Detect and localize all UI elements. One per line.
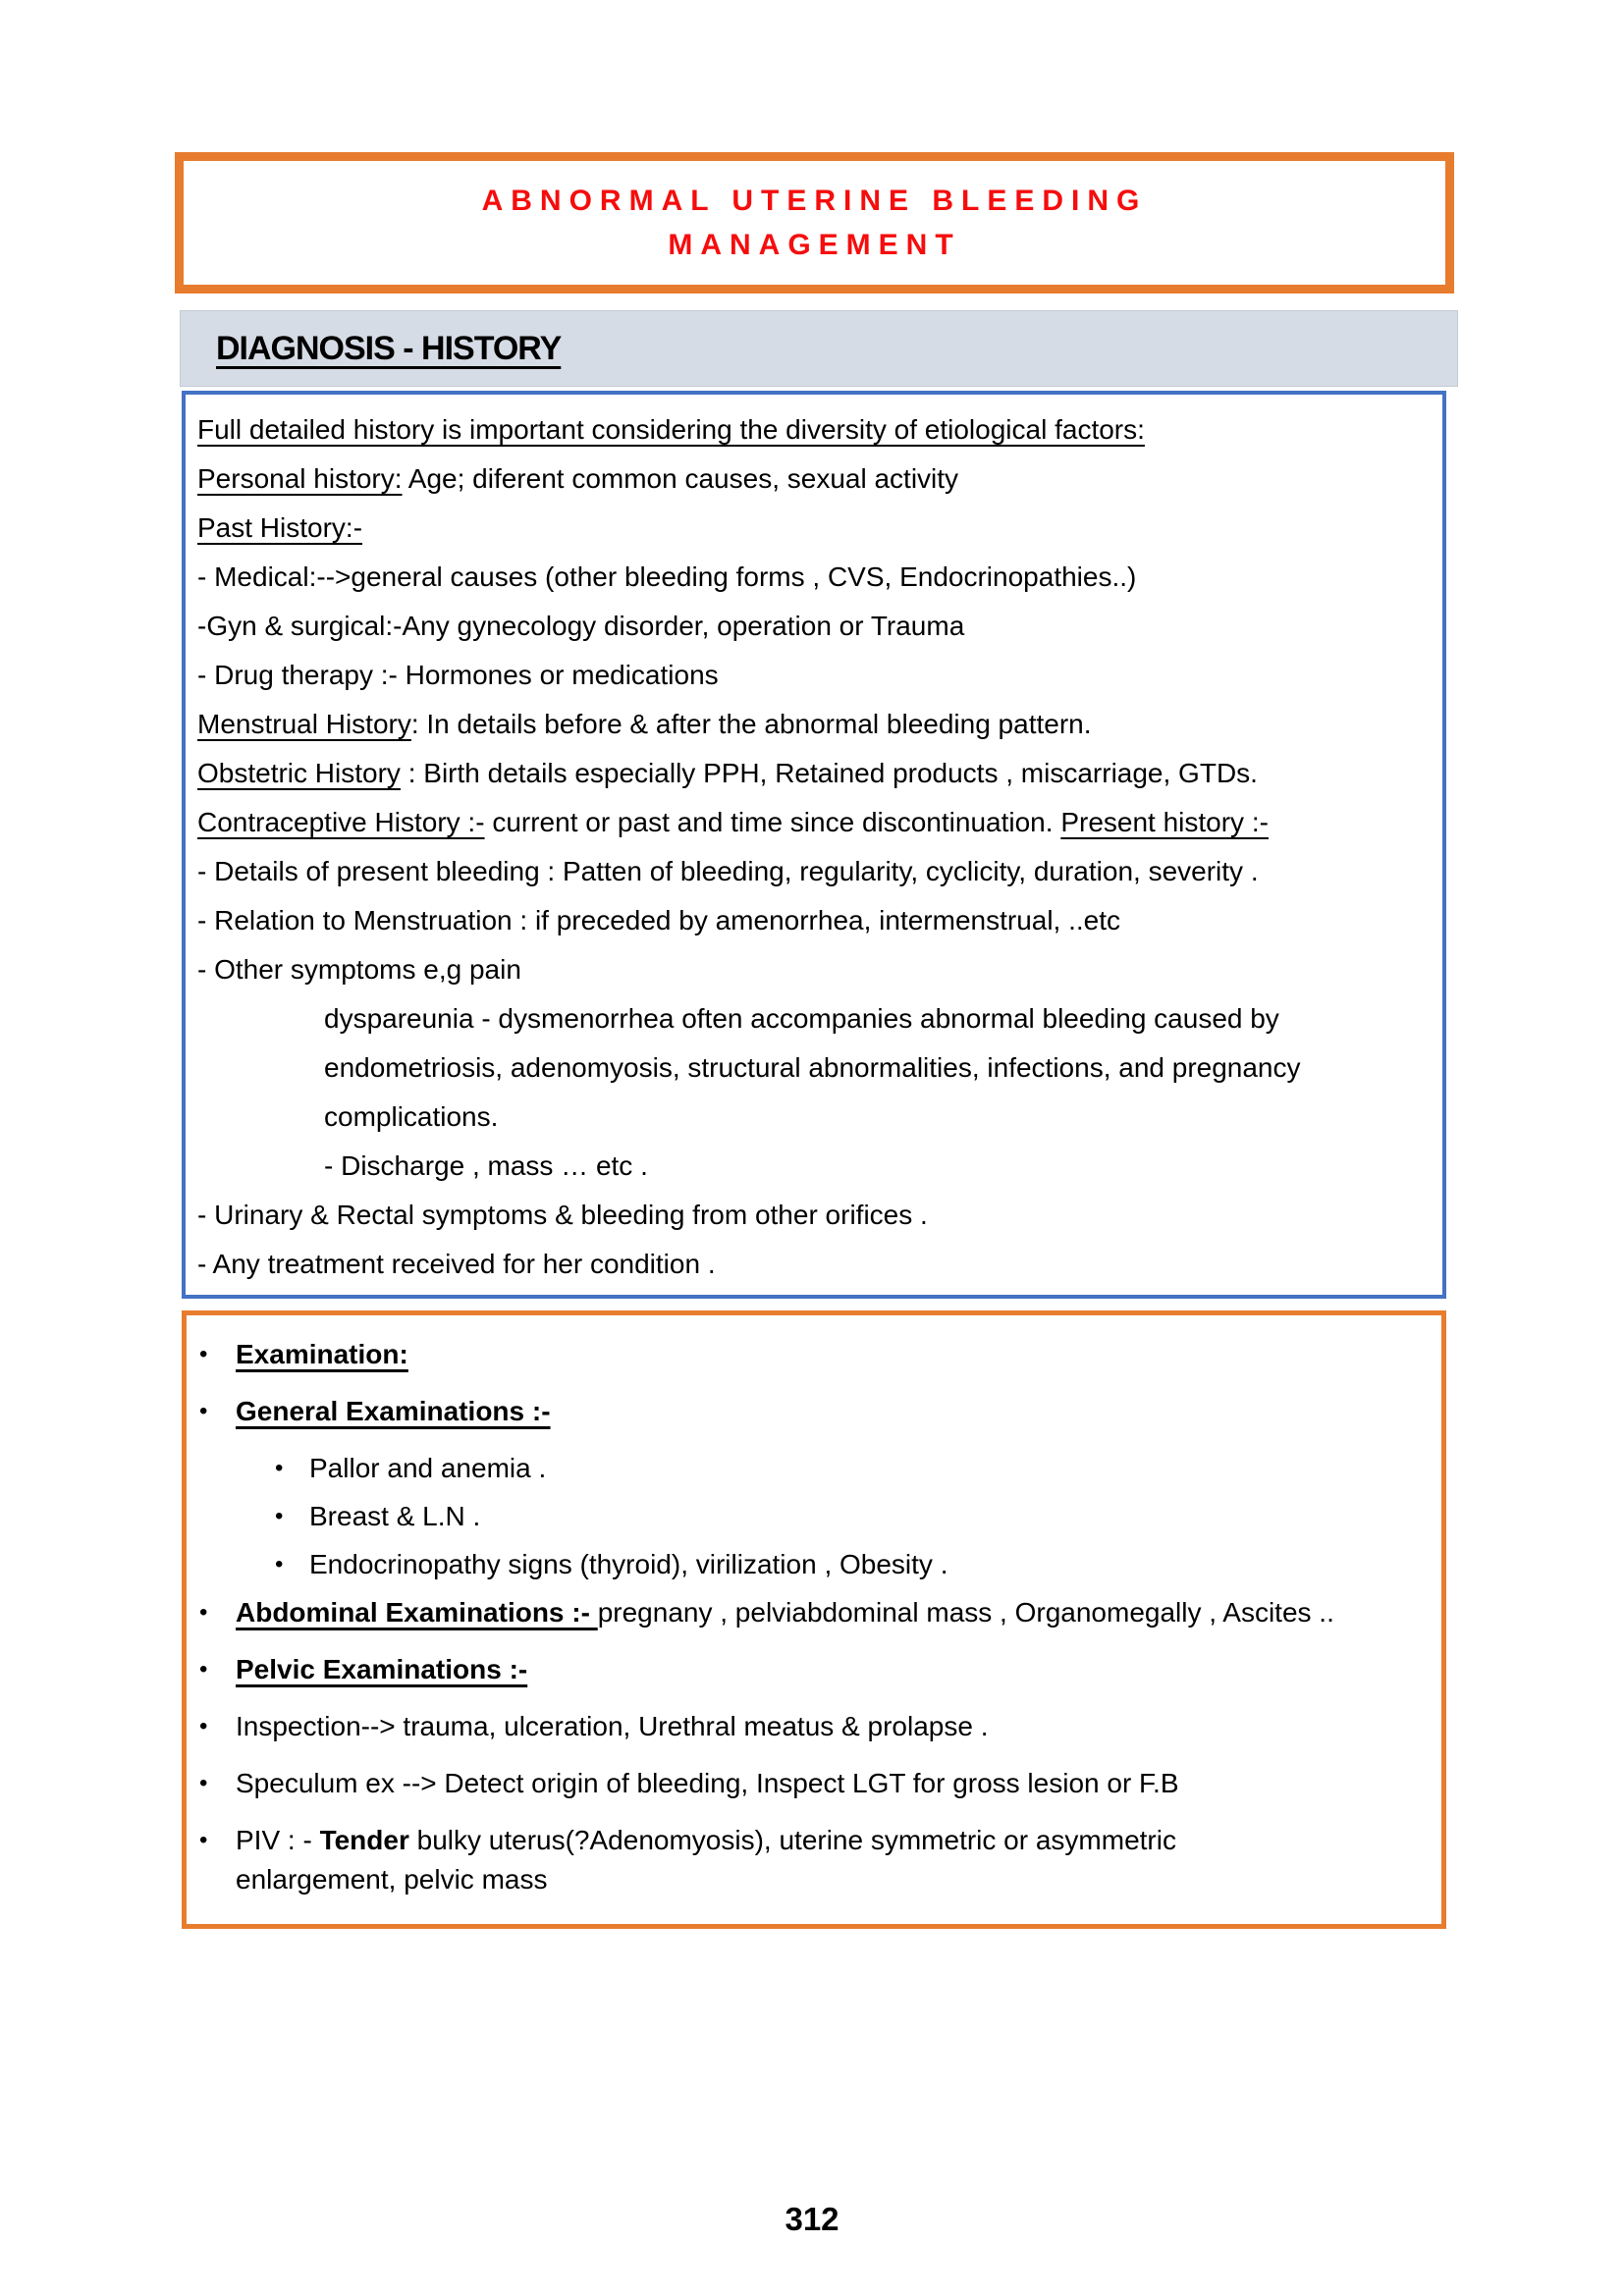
- exam-item: [199, 1821, 1424, 1899]
- history-line: [197, 847, 1427, 896]
- bullet-icon: •: [199, 1656, 208, 1682]
- text-segment: Full detailed history is important considering the diversity of etiological factors:: [197, 414, 1145, 445]
- text-segment: endometriosis, adenomyosis, structural abnormalities, infections, and pregnancy: [324, 1052, 1301, 1083]
- exam-item-text: [236, 1707, 988, 1746]
- history-line: [197, 798, 1427, 847]
- text-segment: Abdominal Examinations :-: [236, 1597, 598, 1628]
- text-segment: Inspection--> trauma, ulceration, Urethral meatus & prolapse .: [236, 1711, 989, 1741]
- exam-item: [199, 1545, 1424, 1584]
- history-line: [197, 1043, 1427, 1093]
- text-segment: - Details of present bleeding : Patten of bleeding, regularity, cyclicity, duration, severity .: [197, 856, 1259, 886]
- text-segment: dyspareunia - dysmenorrhea often accompanies abnormal bleeding caused by: [324, 1003, 1279, 1034]
- text-segment: - Urinary & Rectal symptoms & bleeding from other orifices .: [197, 1200, 928, 1230]
- exam-item-text: [236, 1764, 1179, 1803]
- text-segment: - Discharge , mass … etc .: [324, 1150, 648, 1181]
- bullet-icon: •: [275, 1551, 284, 1577]
- history-line: [197, 651, 1427, 700]
- text-segment: current or past and time since discontinuation.: [484, 807, 1061, 837]
- bullet-icon: •: [199, 1599, 208, 1626]
- history-line: [197, 1191, 1427, 1240]
- document-title-line1: ABNORMAL UTERINE BLEEDING: [481, 185, 1148, 217]
- history-line: [197, 896, 1427, 945]
- text-segment: Pelvic Examinations :-: [236, 1654, 528, 1684]
- exam-item: [199, 1650, 1424, 1689]
- text-segment: - Other symptoms e,g pain: [197, 954, 521, 985]
- text-segment: : In details before & after the abnormal bleeding pattern.: [410, 709, 1092, 739]
- text-segment: Personal history:: [197, 463, 403, 494]
- exam-item-continuation: enlargement, pelvic mass: [236, 1864, 548, 1895]
- text-segment: Endocrinopathy signs (thyroid), virilization , Obesity .: [309, 1549, 948, 1579]
- exam-item: [199, 1335, 1424, 1374]
- text-segment: bulky uterus(?Adenomyosis), uterine symmetric or asymmetric: [408, 1825, 1176, 1855]
- text-segment: Breast & L.N .: [309, 1501, 481, 1531]
- text-segment: complications.: [324, 1101, 499, 1132]
- text-segment: -Gyn & surgical:-Any gynecology disorder, operation or Trauma: [197, 611, 965, 641]
- exam-item-text: [236, 1593, 1334, 1632]
- history-line: [197, 553, 1427, 602]
- bullet-icon: •: [199, 1770, 208, 1796]
- exam-box: [182, 1310, 1446, 1929]
- exam-item: [199, 1497, 1424, 1536]
- page-number: 312: [785, 2201, 839, 2237]
- history-line: [197, 945, 1427, 994]
- bullet-icon: •: [275, 1455, 284, 1481]
- text-segment: - Drug therapy :- Hormones or medications: [197, 660, 719, 690]
- exam-item: [199, 1392, 1424, 1431]
- text-segment: PIV : -: [236, 1825, 320, 1855]
- exam-item-text: [236, 1335, 408, 1374]
- exam-item: [199, 1764, 1424, 1803]
- exam-item: [199, 1449, 1424, 1488]
- history-line: [197, 749, 1427, 798]
- text-segment: Menstrual History: [197, 709, 411, 739]
- text-segment: Age; diferent common causes, sexual activity: [402, 463, 959, 494]
- bullet-icon: •: [199, 1713, 208, 1739]
- text-segment: pregnany , pelviabdominal mass , Organomegally , Ascites ..: [597, 1597, 1334, 1628]
- exam-item-text: [236, 1821, 1176, 1899]
- text-segment: - Relation to Menstruation : if preceded by amenorrhea, intermenstrual, ..etc: [197, 905, 1121, 935]
- exam-item-text: [236, 1650, 527, 1689]
- text-segment: - Medical:-->general causes (other bleeding forms , CVS, Endocrinopathies..): [197, 561, 1137, 592]
- text-segment: Past History:-: [197, 512, 363, 543]
- history-line: [197, 602, 1427, 651]
- exam-item: [199, 1593, 1424, 1632]
- text-segment: Present history :-: [1060, 807, 1269, 837]
- bullet-icon: •: [199, 1341, 208, 1367]
- history-line: [197, 1093, 1427, 1142]
- history-line: [197, 454, 1427, 504]
- text-segment: Speculum ex --> Detect origin of bleeding, Inspect LGT for gross lesion or F.B: [236, 1768, 1179, 1798]
- history-box: [182, 391, 1446, 1299]
- text-segment: Examination:: [236, 1339, 408, 1369]
- text-segment: Contraceptive History :-: [197, 807, 485, 837]
- text-segment: - Any treatment received for her condition .: [197, 1249, 716, 1279]
- history-line: [197, 994, 1427, 1043]
- text-segment: Tender: [319, 1825, 409, 1855]
- text-segment: Pallor and anemia .: [309, 1453, 547, 1483]
- section-header-text: DIAGNOSIS - HISTORY: [216, 329, 562, 367]
- exam-item-text: [309, 1449, 546, 1488]
- bullet-icon: •: [199, 1827, 208, 1853]
- bullet-icon: •: [275, 1503, 284, 1529]
- title-box: [175, 152, 1454, 294]
- text-segment: : Birth details especially PPH, Retained products , miscarriage, GTDs.: [400, 758, 1258, 788]
- exam-item: [199, 1707, 1424, 1746]
- exam-item-text: [309, 1545, 948, 1584]
- bullet-icon: •: [199, 1398, 208, 1424]
- text-segment: Obstetric History: [197, 758, 401, 788]
- history-line: [197, 1142, 1427, 1191]
- exam-item-text: [236, 1392, 551, 1431]
- history-line: [197, 405, 1427, 454]
- history-line: [197, 1240, 1427, 1289]
- section-header: [180, 310, 1458, 387]
- document-title-line2: MANAGEMENT: [668, 229, 961, 261]
- exam-item-text: [309, 1497, 480, 1536]
- text-segment: General Examinations :-: [236, 1396, 551, 1426]
- history-line: [197, 700, 1427, 749]
- history-line: [197, 504, 1427, 553]
